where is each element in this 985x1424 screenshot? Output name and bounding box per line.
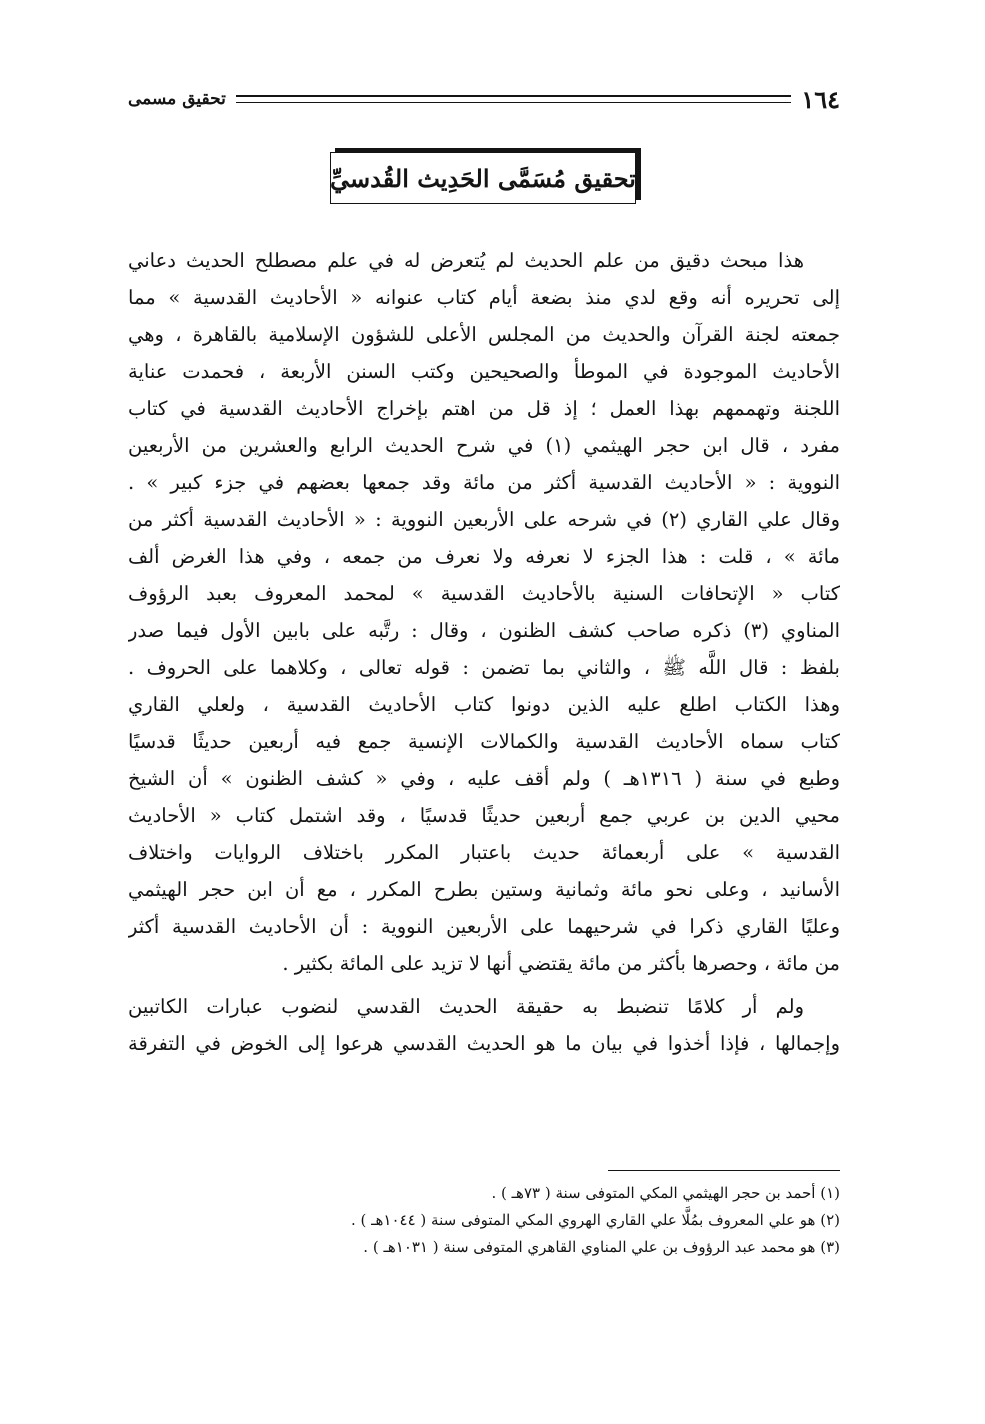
text-line: وإجمالها ، فإذا أخذوا في بيان ما هو الحديث القدسي هرعوا إلى الخوض في التفرقة xyxy=(128,1032,840,1055)
text-line: ولم أر كلامًا تنضبط به حقيقة الحديث القدسي لنضوب عبارات الكاتبين xyxy=(128,995,804,1018)
text-line: جمعته لجنة القرآن والحديث من المجلس الأعلى للشؤون الإسلامية بالقاهرة ، وهي xyxy=(128,323,840,346)
text-line: من مائة ، وحصرها بأكثر من مائة يقتضي أنها لا تزيد على المائة بكثير . xyxy=(282,952,840,975)
text-line: مائة » ، قلت : هذا الجزء لا نعرفه ولا نعرف من جمعه ، وفي هذا الغرض ألف xyxy=(128,545,840,568)
text-line: محيي الدين بن عربي جمع أربعين حديثًا قدسيًا ، وقد اشتمل كتاب « الأحاديث xyxy=(128,804,840,827)
book-page xyxy=(128,70,840,1370)
text-line: النووية : « الأحاديث القدسية أكثر من مائة وقد جمعها بعضهم في جزء كبير » . xyxy=(128,471,840,494)
text-line: بلفظ : قال اللَّه ﷺ ، والثاني بما تضمن : قوله تعالى ، وكلاهما على الحروف . xyxy=(128,656,840,679)
text-line: كتاب « الإتحافات السنية بالأحاديث القدسية » لمحمد المعروف بعبد الرؤوف xyxy=(128,582,840,605)
text-line: الأسانيد ، وعلى نحو مائة وثمانية وستين بطرح المكرر ، مع أن ابن حجر الهيثمي xyxy=(128,878,840,901)
text-line: القدسية » على أربعمائة حديث باعتبار المكرر باختلاف الروايات واختلاف xyxy=(128,841,840,864)
text-line: وطبع في سنة ( ١٣١٦هـ ) ولم أقف عليه ، وفي « كشف الظنون » أن الشيخ xyxy=(128,767,840,790)
text-line: إلى تحريره أنه وقع لدي منذ بضعة أيام كتاب عنوانه « الأحاديث القدسية » مما xyxy=(128,286,840,309)
text-line: الأحاديث الموجودة في الموطأ والصحيحين وكتب السنن الأربعة ، فحمدت عناية xyxy=(128,360,840,383)
text-line: وهذا الكتاب اطلع عليه الذين دونوا كتاب الأحاديث القدسية ، ولعلي القاري xyxy=(128,693,840,716)
text-line: كتاب سماه الأحاديث القدسية والكمالات الإنسية جمع فيه أربعين حديثًا قدسيًا xyxy=(128,730,840,753)
text-line: وعليًا القاري ذكرا في شرحيهما على الأربعين النووية : أن الأحاديث القدسية أكثر xyxy=(128,915,840,938)
running-title: تحقيق مسمى xyxy=(128,89,226,109)
body-text xyxy=(128,242,840,1062)
page-number: ١٦٤ xyxy=(801,84,840,114)
chapter-title: تحقيق مُسَمَّى الحَدِيث القُدسيِّ xyxy=(330,163,636,193)
text-line: وقال علي القاري (٢) في شرحه على الأربعين النووية : « الأحاديث القدسية أكثر من xyxy=(128,508,840,531)
text-line: اللجنة وتهممهم بهذا العمل ؛ إذ قل من اهتم بإخراج الأحاديث القدسية في كتاب xyxy=(128,397,840,420)
header-rule xyxy=(236,95,792,103)
footnote-rule xyxy=(608,1170,840,1171)
paragraph-2 xyxy=(128,988,840,1062)
text-line: مفرد ، قال ابن حجر الهيثمي (١) في شرح الحديث الرابع والعشرين من الأربعين xyxy=(128,434,840,457)
footnote-3: (٣) هو محمد عبد الرؤوف بن علي المناوي القاهري المتوفى سنة ( ١٠٣١هـ ) . xyxy=(363,1238,840,1256)
footnotes xyxy=(248,1180,840,1261)
running-header xyxy=(128,84,840,114)
paragraph-1 xyxy=(128,242,840,982)
text-line: المناوي (٣) ذكره صاحب كشف الظنون ، وقال : رتَّبه على بابين الأول فيما صدر xyxy=(128,619,840,642)
footnote-2: (٢) هو علي المعروف بمُلَّا علي القاري الهروي المكي المتوفى سنة ( ١٠٤٤هـ ) . xyxy=(350,1211,840,1229)
chapter-title-box xyxy=(330,152,636,204)
footnote-1: (١) أحمد بن حجر الهيثمي المكي المتوفى سنة ( ٧٣هـ ) . xyxy=(491,1184,840,1202)
text-line: هذا مبحث دقيق من علم الحديث لم يُتعرض له في علم مصطلح الحديث دعاني xyxy=(128,249,804,272)
